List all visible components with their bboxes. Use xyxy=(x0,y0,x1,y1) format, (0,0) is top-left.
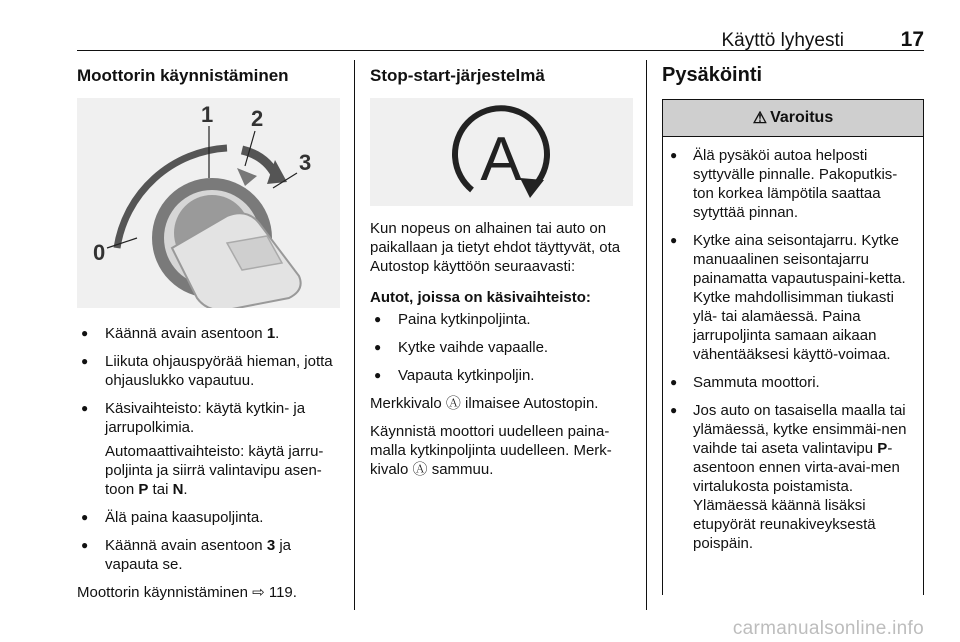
list-item: ● Älä pysäköi autoa helposti syttyvälle pinnalle. Pakoputkis-ton korkea lämpötila saattaa sytyttää pinnan. xyxy=(669,146,917,222)
list-item: ● Paina kytkinpoljinta. xyxy=(370,310,635,329)
list-item: ● Vapauta kytkinpoljin. xyxy=(370,366,635,385)
list-item: ● Sammuta moottori. xyxy=(669,373,917,392)
start-steps-list xyxy=(77,324,342,574)
list-item: ● Liikuta ohjauspyörää hieman, jotta ohjauslukko vapautuu. xyxy=(77,352,342,390)
warning-box xyxy=(662,99,924,595)
column-stop-start xyxy=(370,60,635,479)
autostop-steps-list xyxy=(370,310,635,385)
arrow-icon: ⇨ xyxy=(252,584,265,601)
label-0: 0 xyxy=(93,240,106,265)
label-1: 1 xyxy=(201,102,214,127)
column-divider xyxy=(354,60,355,610)
warning-label: Varoitus xyxy=(770,109,834,126)
automatic-note: Automaattivaihteisto: käytä jarru-poljinta ja siirrä valintavipu asen-toon P tai N. xyxy=(105,443,324,498)
warning-header xyxy=(663,100,923,137)
arrow-head xyxy=(237,168,257,186)
autostop-indicator-icon: Ⓐ xyxy=(412,461,428,478)
ignition-key-illustration xyxy=(77,98,340,308)
subheading: Autot, joissa on käsivaihteisto: xyxy=(370,289,591,306)
watermark: carmanualsonline.info xyxy=(732,618,924,639)
header-title: Käyttö lyhyesti xyxy=(721,30,844,51)
ignition-key-figure xyxy=(77,98,340,308)
list-item: ● Kytke vaihde vapaalle. xyxy=(370,338,635,357)
column-parking xyxy=(662,60,924,595)
section-title: Moottorin käynnistäminen xyxy=(77,66,289,85)
arrow-head xyxy=(520,178,544,198)
autostop-letter: A xyxy=(480,125,522,194)
warning-list xyxy=(669,146,917,553)
section-title: Stop-start-järjestelmä xyxy=(370,66,545,85)
warning-icon: ⚠ xyxy=(752,110,768,127)
column-divider xyxy=(646,60,647,610)
warning-body xyxy=(663,146,923,553)
list-item: ● Käännä avain asentoon 3 ja vapauta se. xyxy=(77,536,342,574)
label-3: 3 xyxy=(299,150,312,175)
section-title: Pysäköinti xyxy=(662,64,763,86)
page-number: 17 xyxy=(900,28,924,51)
label-2: 2 xyxy=(251,106,264,131)
cross-reference: Moottorin käynnistäminen ⇨ 119. xyxy=(77,584,297,601)
list-item: ● Kytke aina seisontajarru. Kytke manuaalinen seisontajarru painamatta vapautuspaini-ketta. Kytke mahdollisimman tiukasti ylä- tai alamäessä. Paina jarrupoljinta samaan aikaan vähentääksesi käyttö-voimaa. xyxy=(669,231,917,364)
autostop-indicator-icon: Ⓐ xyxy=(445,395,461,412)
paragraph: Kun nopeus on alhainen tai auto on paikallaan ja tietyt ehdot täyttyvät, ota Autostop käyttöön seuraavasti: xyxy=(370,220,621,275)
autostop-symbol-figure xyxy=(370,98,633,206)
paragraph: Käynnistä moottori uudelleen paina-malla kytkinpoljinta uudelleen. Merk-kivalo Ⓐ sammuu. xyxy=(370,423,612,478)
list-item: ● Käsivaihteisto: käytä kytkin- ja jarrupolkimia. Automaattivaihteisto: käytä jarru-poljinta ja siirrä valintavipu asen-toon P tai N. xyxy=(77,399,342,499)
list-item: ● Älä paina kaasupoljinta. xyxy=(77,508,342,527)
column-starting-engine xyxy=(77,60,342,602)
list-item: ● Käännä avain asentoon 1. xyxy=(77,324,342,343)
paragraph: Merkkivalo Ⓐ ilmaisee Autostopin. xyxy=(370,395,599,412)
autostop-symbol xyxy=(370,98,633,206)
list-item: ● Jos auto on tasaisella maalla tai ylämäessä, kytke ensimmäi-nen vaihde tai aseta valintavipu P-asentoon ennen virta-avai-men virtalukosta poistamista. Ylämäessä käännä lisäksi etupyörät reunakiveyksestä poispäin. xyxy=(669,401,917,553)
page-header xyxy=(77,20,924,51)
